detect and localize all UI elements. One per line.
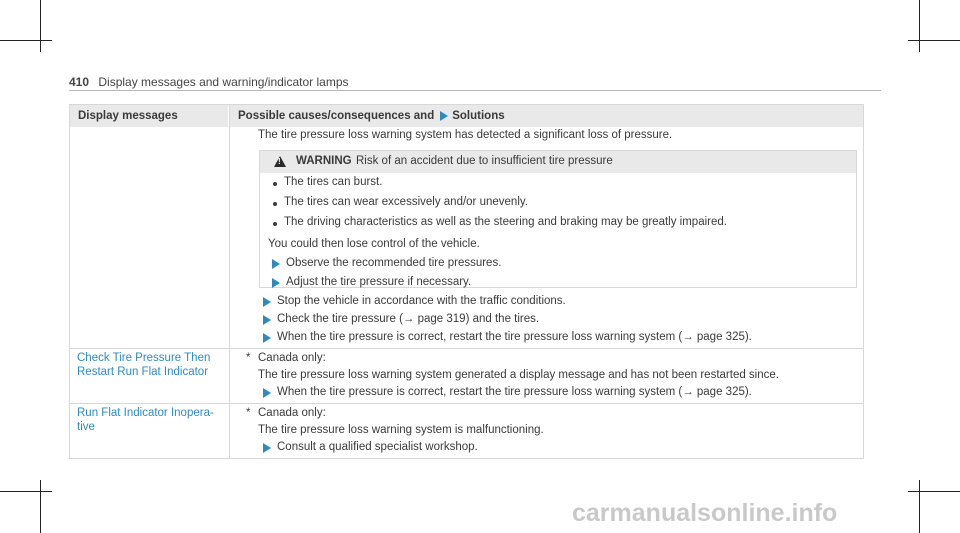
column-header-solutions-label: Solutions (452, 110, 505, 122)
warning-step: Observe the recommended tire pressures. (286, 257, 502, 269)
row1-intro: The tire pressure loss warning system has detected a significant loss of pressure. (258, 129, 673, 141)
step-arrow-icon (263, 388, 271, 398)
row-divider (70, 403, 863, 404)
bullet-icon (273, 222, 277, 226)
row2-step: When the tire pressure is correct, restart the tire pressure loss warning system (→ page 325). (277, 386, 752, 398)
solution-arrow-icon (440, 111, 448, 121)
column-header-display-messages: Display messages (70, 105, 228, 127)
crop-mark (908, 40, 960, 41)
row3-text: The tire pressure loss warning system is malfunctioning. (258, 424, 544, 436)
row2-text: The tire pressure loss warning system generated a display message and has not been restarted since. (258, 369, 779, 381)
warning-label: WARNING (296, 155, 352, 167)
bullet-icon (273, 202, 277, 206)
warning-bullet: The driving characteristics as well as the steering and braking may be greatly impaired. (284, 216, 727, 228)
step-arrow-icon (263, 333, 271, 343)
step-arrow-icon (263, 297, 271, 307)
step-arrow-icon (263, 443, 271, 453)
row2-message: Restart Run Flat Indicator (77, 366, 209, 378)
warning-note: You could then lose control of the vehicle. (268, 238, 480, 250)
warning-step: Adjust the tire pressure if necessary. (286, 276, 472, 288)
crop-mark (0, 40, 52, 41)
warning-text: Risk of an accident due to insufficient tire pressure (356, 155, 613, 167)
row3-step: Consult a qualified specialist workshop. (277, 441, 478, 453)
page-header (69, 75, 349, 89)
crop-mark (40, 480, 41, 533)
display-messages-table (69, 104, 864, 459)
column-header-causes-solutions (230, 105, 863, 127)
crop-mark (40, 0, 41, 52)
warning-bullet: The tires can burst. (284, 176, 383, 188)
warning-box (259, 150, 857, 288)
column-header-causes-label: Possible causes/consequences and (238, 110, 435, 122)
row3-canada: Canada only: (258, 407, 326, 419)
crop-mark (919, 0, 920, 52)
crop-mark (908, 491, 960, 492)
step-arrow-icon (272, 278, 280, 288)
page-title: Display messages and warning/indicator lamps (98, 75, 349, 89)
page-number: 410 (69, 75, 90, 89)
step-arrow-icon (272, 259, 280, 269)
watermark: carmanualsonline.info (572, 499, 838, 527)
row1-step: Stop the vehicle in accordance with the traffic conditions. (277, 295, 566, 307)
row3-message: Run Flat Indicator Inopera- (77, 407, 214, 419)
row3-message: tive (77, 421, 95, 433)
crop-mark (919, 480, 920, 533)
row-divider (70, 348, 863, 349)
row1-step: Check the tire pressure (→ page 319) and the tires. (277, 313, 540, 325)
warning-bullet: The tires can wear excessively and/or unevenly. (284, 196, 528, 208)
column-divider (229, 105, 230, 458)
row2-message: Check Tire Pressure Then (77, 352, 211, 364)
row2-canada: Canada only: (258, 352, 326, 364)
header-divider (69, 90, 881, 91)
row3-asterisk: * (246, 407, 251, 419)
warning-triangle-icon (274, 156, 286, 167)
step-arrow-icon (263, 315, 271, 325)
row2-asterisk: * (246, 352, 251, 364)
warning-header (260, 151, 856, 173)
crop-mark (0, 491, 52, 492)
bullet-icon (273, 182, 277, 186)
row1-step: When the tire pressure is correct, restart the tire pressure loss warning system (→ page 325). (277, 331, 752, 343)
